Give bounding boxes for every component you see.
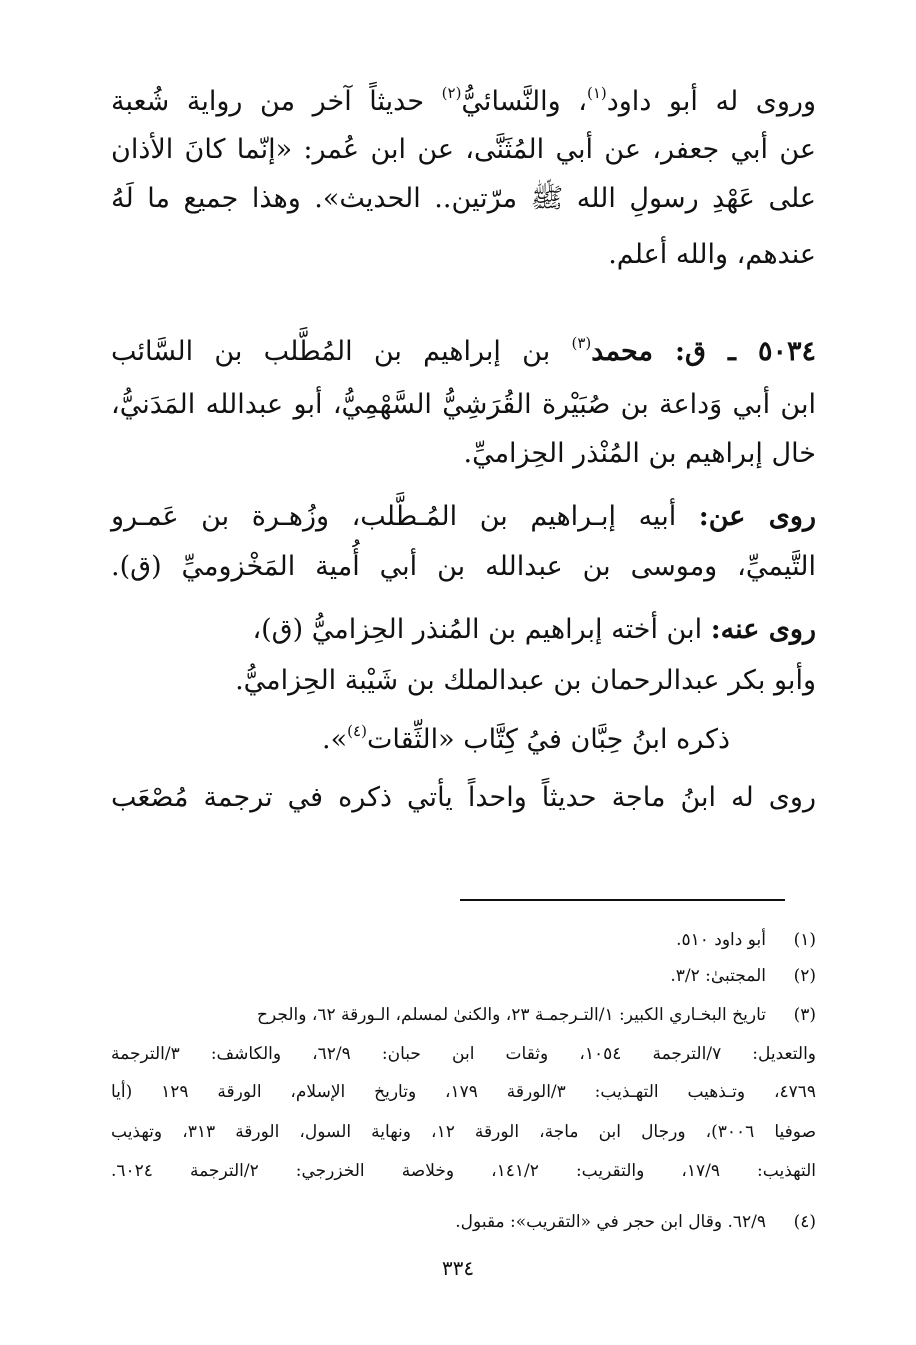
paragraph-1-line-2: عن أبي جعفر، عن أبي المُثَنَّى، عن ابن عُمر: «إنّما كانَ الأذان bbox=[111, 134, 816, 165]
footnote-mark-3[interactable]: (٣) bbox=[571, 334, 592, 352]
footnote-number: (٣) bbox=[793, 1005, 816, 1025]
footnote-3-line-3: ٤٧٦٩، وتـذهيب التهـذيب: ٣/الورقة ١٧٩، وتاريخ الإسلام، الورقة ١٢٩ (أيا bbox=[111, 1082, 816, 1102]
entry-heading-line: ٥٠٣٤ ـ ق: محمد$^{(٣)}$ بن إبراهيم بن المُطَّلب بن السَّائب bbox=[111, 334, 816, 367]
footnote-3-line-5: التهذيب: ١٧/٩، والتقريب: ١٤١/٢، وخلاصة الخزرجي: ٢/الترجمة ٦٠٢٤. bbox=[111, 1161, 816, 1181]
footnote-2: (٢)المجتبىٰ: ٣/٢. bbox=[111, 961, 816, 991]
footnote-mark-1[interactable]: (١) bbox=[586, 84, 607, 102]
paragraph-1-line-3: على عَهْدِ رسولِ الله ﷺ مرّتين.. الحديث». وهذا جميع ما لَهُ bbox=[111, 183, 816, 214]
page-number: ٣٣٤ bbox=[441, 1256, 475, 1280]
footnote-3-line-2: والتعديل: ٧/الترجمة ١٠٥٤، وثقات ابن حبان: ٦٢/٩، والكاشف: ٣/الترجمة bbox=[111, 1044, 817, 1064]
entry-line-3: خال إبراهيم بن المُنْذر الحِزاميِّ. bbox=[463, 438, 816, 469]
footnote-mark-2[interactable]: (٢) bbox=[441, 84, 462, 102]
footnote-mark-4[interactable]: (٤) bbox=[347, 722, 367, 740]
footnote-3-line-4: صوفيا ٣٠٠٦)، ورجال ابن ماجة، الورقة ١٢، ونهاية السول، الورقة ٣١٣، وتهذيب bbox=[111, 1122, 817, 1142]
narrated-by-line-2: وأبو بكر عبدالرحمان بن عبدالملك بن شَيْبة الحِزاميُّ. bbox=[235, 665, 816, 696]
footnote-number: (٢) bbox=[793, 966, 816, 986]
paragraph-1-line-4: عندهم، والله أعلم. bbox=[608, 239, 816, 270]
narrated-by-label: روى عنه: bbox=[710, 614, 816, 645]
ibn-hibban-line: ذكره ابنُ حِبَّان فيُ كِتَّاب «الثِّقات$^{(٤)}$». bbox=[322, 722, 730, 755]
footnote-number: (١) bbox=[793, 930, 816, 950]
narrated-from-label: روى عن: bbox=[698, 501, 816, 532]
footnote-3-line-1: تاريخ البخـاري الكبير: ١/التـرجمـة ٢٣، والكنىٰ لمسلم، الـورقة ٦٢، والجرح bbox=[257, 1005, 766, 1025]
footnote-number: (٤) bbox=[793, 1212, 816, 1232]
narrated-from-line-1: روى عن: أبيه إبـراهيم بن المُـطَّلب، وزُهـرة بن عَمـرو bbox=[111, 501, 816, 532]
narrated-by-line-1: روى عنه: ابن أخته إبراهيم بن المُنذر الحِزاميُّ (ق)، bbox=[252, 614, 816, 645]
footnote-divider bbox=[460, 899, 785, 901]
narrated-from-line-2: التَّيميِّ، وموسى بن عبدالله بن أبي أُمية المَخْزوميِّ (ق). bbox=[111, 551, 816, 582]
footnote-4: (٤)٦٢/٩. وقال ابن حجر في «التقريب»: مقبول. bbox=[111, 1207, 816, 1237]
footnote-1: (١)أبو داود ٥١٠. bbox=[111, 925, 816, 955]
ibn-majah-line: روى له ابنُ ماجة حديثاً واحداً يأتي ذكره في ترجمة مُصْعَب bbox=[111, 782, 816, 813]
entry-line-2: ابن أبي وَداعة بن صُبَيْرة القُرَشِيُّ السَّهْمِيُّ، أبو عبدالله المَدَنيُّ، bbox=[111, 389, 816, 420]
paragraph-1-line-1: وروى له أبو داود$^{(١)}$، والنَّسائيُّ$^{(٢)}$ حديثاً آخر من رواية شُعبة bbox=[111, 84, 817, 117]
